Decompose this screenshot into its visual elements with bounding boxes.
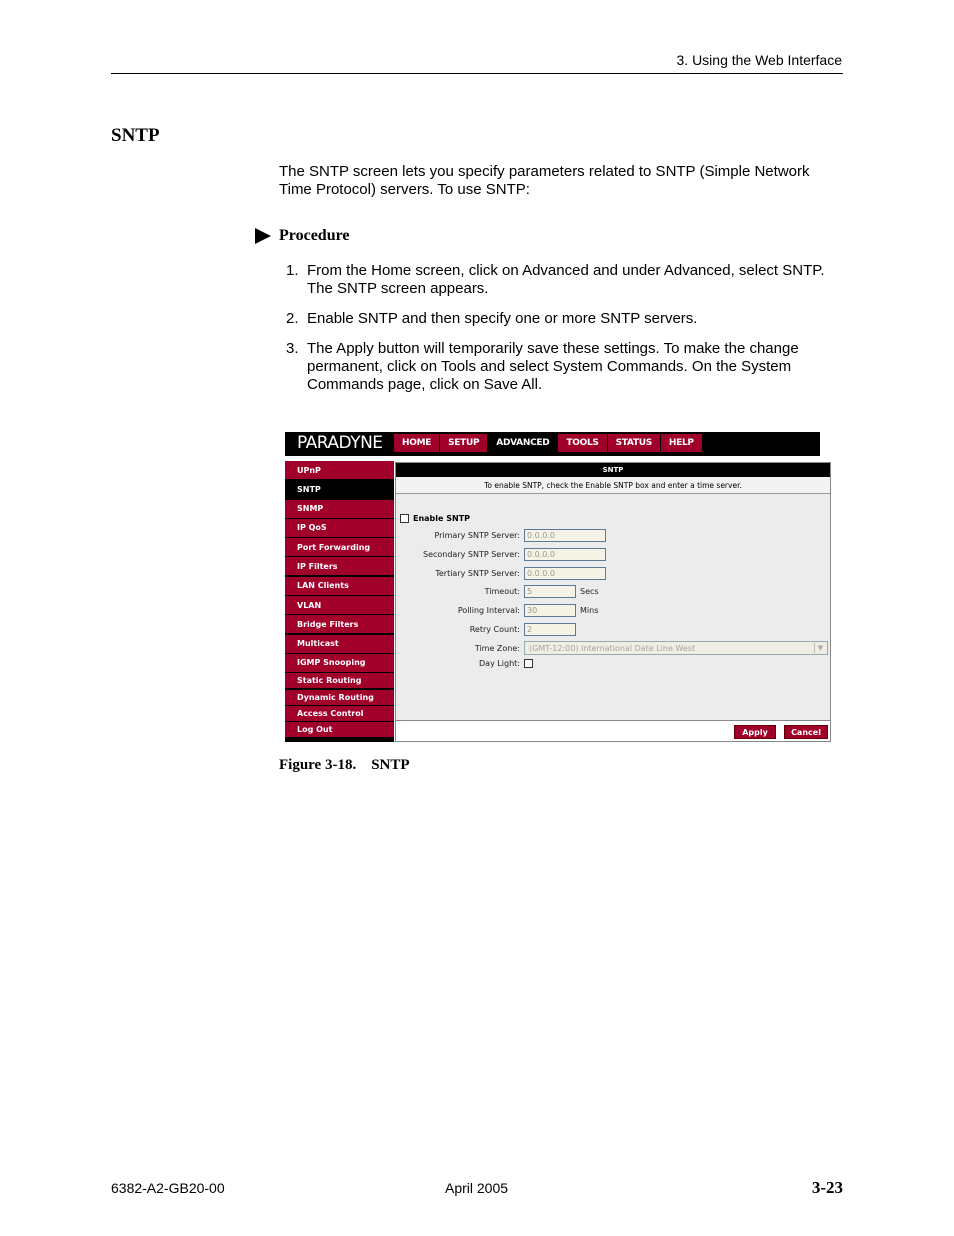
sidebar-item-multicast[interactable]: Multicast <box>285 635 394 653</box>
tab-advanced[interactable]: ADVANCED <box>488 434 557 452</box>
enable-sntp-checkbox[interactable] <box>400 514 409 523</box>
top-navigation-bar <box>285 432 820 456</box>
primary-server-input[interactable]: 0.0.0.0 <box>524 529 606 542</box>
timeout-label: Timeout: <box>484 587 520 596</box>
procedure-heading <box>255 227 350 245</box>
polling-interval-input[interactable]: 30 <box>524 604 576 617</box>
tertiary-server-input[interactable]: 0.0.0.0 <box>524 567 606 580</box>
time-zone-label: Time Zone: <box>474 643 520 653</box>
step-text: From the Home screen, click on Advanced and under Advanced, select SNTP. The SNTP screen appears. <box>307 262 825 297</box>
timeout-input[interactable]: 5 <box>524 585 576 598</box>
sidebar-item-igmp-snooping[interactable]: IGMP Snooping <box>285 654 394 672</box>
figure-caption: Figure 3-18. SNTP <box>279 757 410 773</box>
procedure-steps <box>286 262 846 406</box>
list-item <box>286 340 846 394</box>
running-head: 3. Using the Web Interface <box>676 52 842 68</box>
tertiary-server-label: Tertiary SNTP Server: <box>435 569 520 578</box>
procedure-heading-text: Procedure <box>279 227 350 244</box>
sidebar-item-upnp[interactable]: UPnP <box>285 461 394 479</box>
day-light-row <box>396 659 537 668</box>
secondary-server-label: Secondary SNTP Server: <box>422 550 520 559</box>
arrow-right-icon <box>255 228 271 244</box>
sidebar-item-static-routing[interactable]: Static Routing <box>285 673 394 688</box>
step-text: The Apply button will temporarily save these settings. To make the change permanent, click on Tools and select System Commands. On the System Commands page, click on Save All. <box>307 340 799 393</box>
publication-date: April 2005 <box>445 1180 509 1196</box>
sntp-panel <box>395 462 831 742</box>
tab-status[interactable]: STATUS <box>608 434 660 452</box>
step-text: Enable SNTP and then specify one or more SNTP servers. <box>307 310 698 327</box>
polling-interval-unit: Mins <box>580 606 599 615</box>
sntp-screenshot <box>285 432 831 742</box>
panel-footer <box>396 720 830 741</box>
panel-title: SNTP <box>396 463 830 477</box>
retry-count-input[interactable]: 2 <box>524 623 576 636</box>
enable-sntp-row <box>400 514 470 523</box>
document-number: 6382-A2-GB20-00 <box>111 1180 225 1196</box>
sidebar-item-ip-qos[interactable]: IP QoS <box>285 519 394 537</box>
day-light-label: Day Light: <box>479 659 520 668</box>
sidebar-item-vlan[interactable]: VLAN <box>285 596 394 614</box>
polling-interval-label: Polling Interval: <box>457 606 520 615</box>
cancel-button[interactable]: Cancel <box>784 725 828 739</box>
sidebar-item-log-out[interactable]: Log Out <box>285 722 394 737</box>
enable-sntp-label: Enable SNTP <box>413 514 471 523</box>
step-number: 3. <box>286 340 299 357</box>
time-zone-select[interactable] <box>524 641 828 655</box>
sidebar-item-snmp[interactable]: SNMP <box>285 500 394 518</box>
main-tabs <box>394 434 703 452</box>
page-number: 3-23 <box>811 1178 843 1197</box>
sidebar-item-dynamic-routing[interactable]: Dynamic Routing <box>285 690 394 705</box>
retry-count-row <box>396 623 576 636</box>
intro-paragraph: The SNTP screen lets you specify parameters related to SNTP (Simple Network Time Protocol) servers. To use SNTP: <box>279 163 810 198</box>
polling-interval-row <box>396 604 598 617</box>
apply-button[interactable]: Apply <box>734 725 776 739</box>
tab-help[interactable]: HELP <box>661 434 702 452</box>
primary-server-label: Primary SNTP Server: <box>434 531 520 540</box>
tab-setup[interactable]: SETUP <box>440 434 487 452</box>
tab-home[interactable]: HOME <box>394 434 439 452</box>
tab-tools[interactable]: TOOLS <box>558 434 606 452</box>
step-number: 1. <box>286 262 299 279</box>
secondary-server-input[interactable]: 0.0.0.0 <box>524 548 606 561</box>
header-rule <box>111 73 843 74</box>
time-zone-row <box>396 641 828 655</box>
paradyne-logo: PARADYNE <box>297 433 383 453</box>
timeout-unit: Secs <box>580 587 599 596</box>
list-item <box>286 262 846 298</box>
day-light-checkbox[interactable] <box>524 659 533 668</box>
section-title: SNTP <box>111 125 160 146</box>
retry-count-label: Retry Count: <box>469 625 520 634</box>
secondary-server-row <box>396 548 606 561</box>
advanced-sidebar <box>285 461 394 742</box>
time-zone-value: (GMT-12:00) International Date Line West <box>529 643 696 653</box>
sidebar-item-lan-clients[interactable]: LAN Clients <box>285 577 394 595</box>
sidebar-item-ip-filters[interactable]: IP Filters <box>285 557 394 575</box>
sidebar-item-access-control[interactable]: Access Control <box>285 706 394 721</box>
sidebar-item-port-forwarding[interactable]: Port Forwarding <box>285 538 394 556</box>
tertiary-server-row <box>396 567 606 580</box>
primary-server-row <box>396 529 606 542</box>
sidebar-item-bridge-filters[interactable]: Bridge Filters <box>285 615 394 633</box>
timeout-row <box>396 585 599 598</box>
panel-instructions: To enable SNTP, check the Enable SNTP box and enter a time server. <box>396 477 830 494</box>
chevron-down-icon[interactable]: ▼ <box>814 643 826 653</box>
list-item <box>286 310 846 328</box>
step-number: 2. <box>286 310 299 327</box>
sidebar-item-sntp[interactable]: SNTP <box>285 480 394 498</box>
